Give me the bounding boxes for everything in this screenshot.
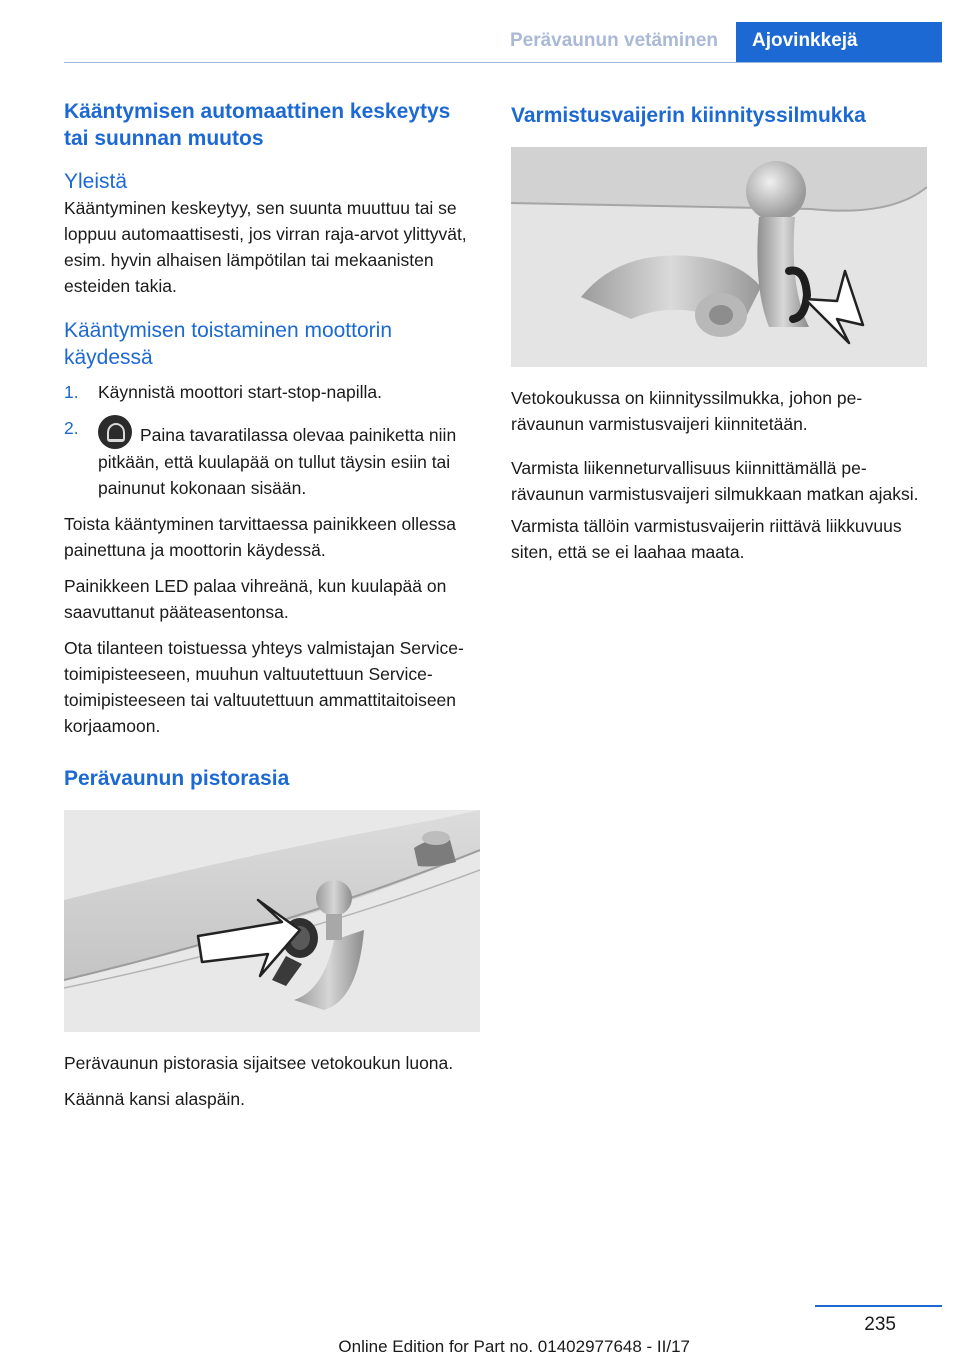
subheading-repeat: Kääntymisen toistaminen moottorin käydessä	[64, 319, 392, 369]
step-text: Paina tavaratilassa olevaa painiketta niin pitkään, että kuulapää on tullut täysin esiin tai painunut kokonaan sisään.	[98, 425, 457, 498]
service-paragraph: Ota tilanteen toistuessa yhteys valmistajan Service-toimipisteeseen, muuhun valtuutettuun Service-toimipisteeseen tai valtuutettuun ammattitaitoiseen korjaamoon.	[64, 638, 464, 736]
socket-location-paragraph: Perävaunun pistorasia sijaitsee vetokoukun luona.	[64, 1053, 454, 1073]
subheading-safety-eye: Varmistusvaijerin kiinnityssilmukka	[511, 104, 866, 127]
safety-cable-eye-illustration	[511, 147, 927, 367]
instruction-steps	[64, 379, 480, 501]
footer-divider	[815, 1305, 942, 1307]
cable-slack-paragraph: Varmista tällöin varmistusvaijerin riittävä liikkuvuus siten, että se ei laahaa maata.	[511, 516, 902, 562]
repeat-paragraph: Toista kääntyminen tarvittaessa painikkeen ollessa painettuna ja moottorin käydessä.	[64, 514, 457, 560]
left-column	[64, 98, 480, 1122]
trailer-hitch-button-icon	[98, 415, 132, 449]
general-paragraph: Kääntyminen keskeytyy, sen suunta muuttuu tai se loppuu automaattisesti, jos virran raja-arvot ylittyvät, esim. hyvin alhaisen lämpötilan tai mekaanisten esteiden takia.	[64, 198, 467, 296]
header-divider	[64, 62, 942, 63]
led-paragraph: Painikkeen LED palaa vihreänä, kun kuulapää on saavuttanut pääteasentonsa.	[64, 576, 447, 622]
secure-cable-paragraph: Varmista liikenneturvallisuus kiinnittämällä perävaunun varmistusvaijeri silmukkaan matkan ajaksi.	[511, 458, 919, 504]
subheading-general: Yleistä	[64, 170, 128, 193]
step-number: 1.	[64, 382, 79, 402]
safety-eye-paragraph: Vetokoukussa on kiinnityssilmukka, johon perävaunun varmistusvaijeri kiinnitetään.	[511, 388, 863, 434]
section-title-auto-stop: Kääntymisen automaattinen keskeytys tai suunnan muutos	[64, 100, 451, 150]
step-1	[64, 379, 480, 405]
header-chapter-tab: Ajovinkkejä	[736, 22, 942, 62]
page-header	[510, 22, 942, 62]
step-number: 2.	[64, 418, 79, 438]
subheading-trailer-socket: Perävaunun pistorasia	[64, 767, 290, 790]
socket-cover-instruction: Käännä kansi alaspäin.	[64, 1089, 245, 1109]
step-2	[64, 415, 480, 501]
edition-line: Online Edition for Part no. 01402977648 - II/17	[338, 1337, 690, 1356]
right-column	[511, 98, 927, 575]
step-text: Käynnistä moottori start-stop-napilla.	[98, 382, 383, 402]
trailer-socket-illustration	[64, 810, 480, 1032]
page-number: 235	[864, 1314, 896, 1335]
header-section-title: Perävaunun vetäminen	[509, 30, 718, 51]
